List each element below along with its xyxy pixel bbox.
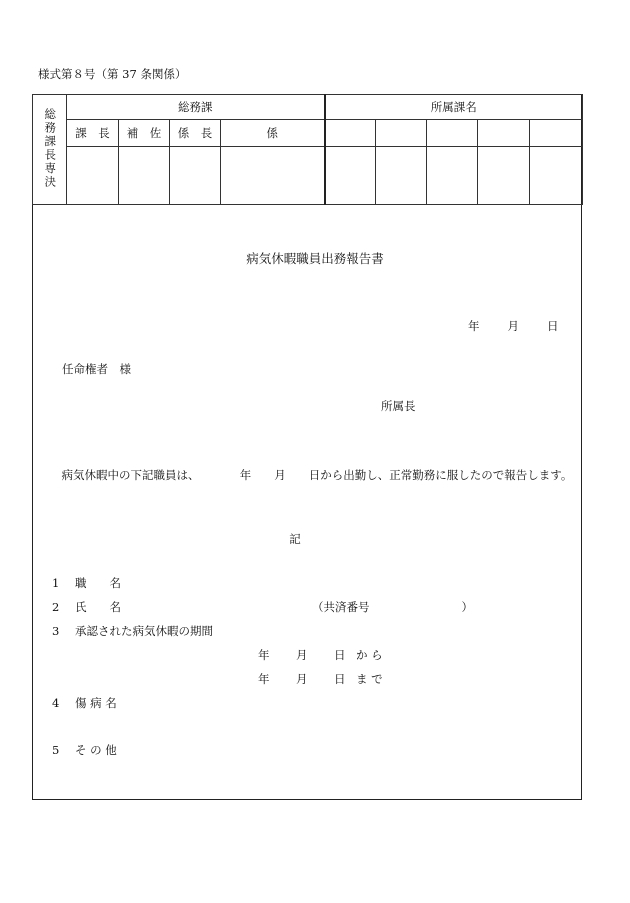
shozoku-role-cell	[325, 120, 376, 147]
date-month: 月	[507, 319, 519, 333]
approval-side-label-cell	[33, 95, 67, 205]
approval-side-label: 総務課長専決	[43, 107, 58, 189]
item-name: 2 氏 名	[52, 600, 121, 614]
document-title: 病気休暇職員出務報告書	[246, 251, 384, 266]
shozoku-role-cell	[427, 120, 478, 147]
report-date	[468, 318, 559, 334]
addressee: 任命権者 様	[62, 362, 131, 376]
shozoku-role-cell	[530, 120, 583, 147]
role-kakaricho: 係 長	[170, 120, 221, 147]
stamp-cell	[221, 147, 325, 205]
period-to: 年 月 日 ま で	[258, 672, 383, 686]
approval-table	[32, 94, 583, 205]
stamp-cell	[325, 147, 376, 205]
date-year: 年	[468, 319, 480, 333]
shozoku-role-cell	[376, 120, 427, 147]
stamp-cell	[376, 147, 427, 205]
date-day: 日	[547, 319, 559, 333]
kyosai-number: （共済番号 ）	[312, 600, 473, 614]
role-kakari: 係	[221, 120, 325, 147]
report-body: 病気休暇中の下記職員は、 年 月 日から出勤し、正常勤務に服したので報告します。	[50, 468, 573, 482]
stamp-cell	[478, 147, 530, 205]
stamp-cell	[119, 147, 170, 205]
section-soumu-header: 総務課	[67, 95, 325, 120]
item-leave-period: 3 承認された病気休暇の期間	[52, 624, 213, 638]
chief-signature: 所属長	[381, 399, 416, 413]
form-number: 様式第８号（第 37 条関係）	[38, 67, 187, 81]
period-from: 年 月 日 か ら	[258, 648, 383, 662]
ki-heading: 記	[289, 532, 301, 546]
shozoku-role-cell	[478, 120, 530, 147]
item-other: 5 そ の 他	[52, 743, 117, 757]
role-hosa: 補 佐	[119, 120, 170, 147]
item-job-title: 1 職 名	[52, 576, 121, 590]
section-shozoku-header: 所属課名	[325, 95, 583, 120]
stamp-cell	[427, 147, 478, 205]
stamp-cell	[67, 147, 119, 205]
stamp-cell	[170, 147, 221, 205]
item-disease-name: 4 傷 病 名	[52, 696, 117, 710]
role-kacho: 課 長	[67, 120, 119, 147]
stamp-cell	[530, 147, 583, 205]
